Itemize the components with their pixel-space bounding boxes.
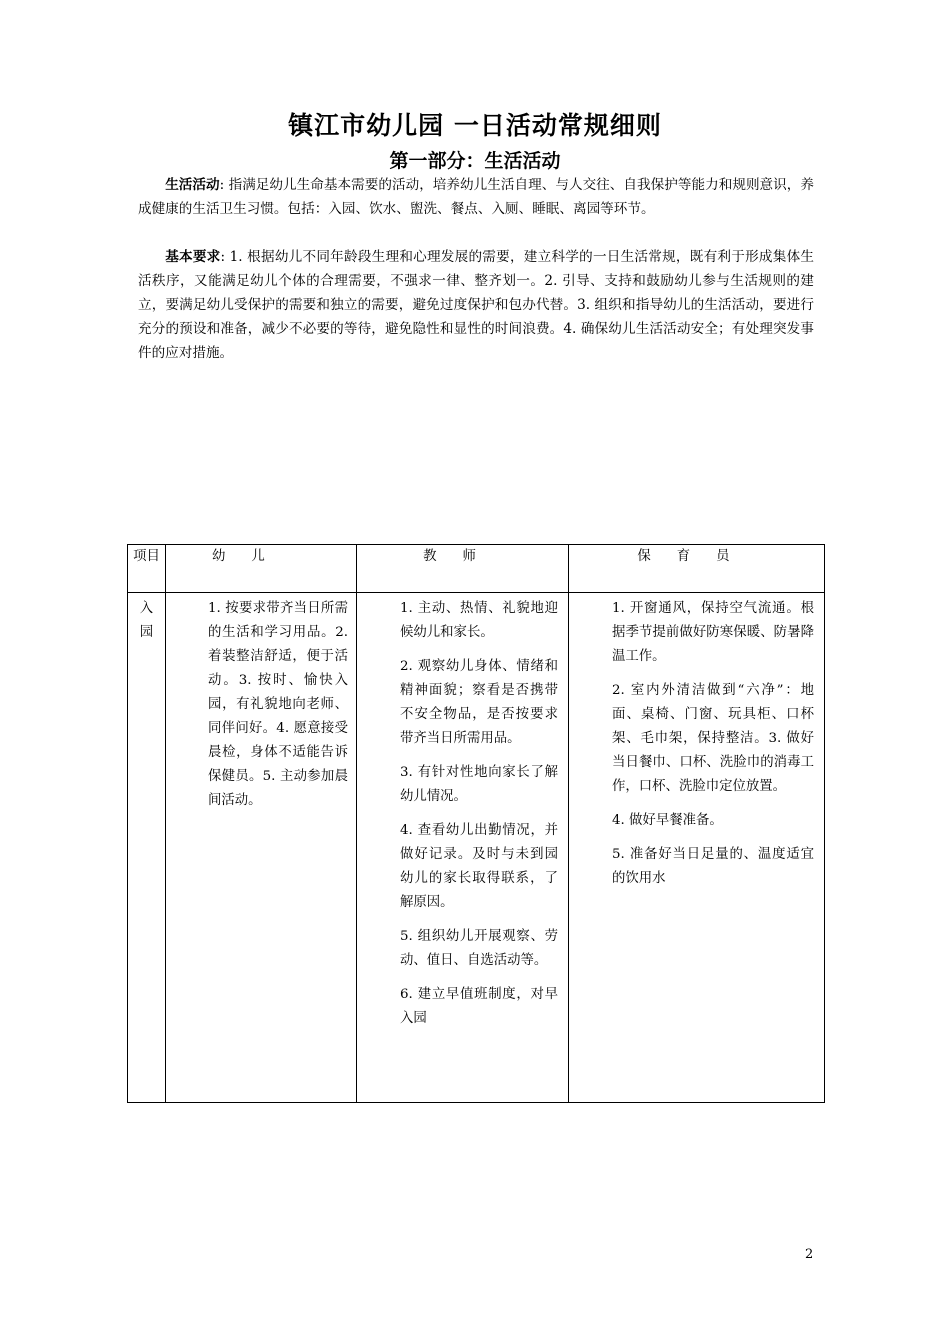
requirements-text: : 1. 根据幼儿不同年龄段生理和心理发展的需要，建立科学的一日生活常规，既有利于形成集体生活秩序，又能满足幼儿个体的合理需要，不强求一律、整齐划一。2. 引导、支持和鼓励幼儿参与生活规则的建立，要满足幼儿受保护的需要和独立的需要，避免过度保护和包办代替。3. 组织和指导幼儿的生活活动，要进行充分的预设和准备，减少不必要的等待，避免隐性和显性的时间浪费。4. 确保幼儿生活活动安全；有处理突发事件的应对措施。 [138,249,814,361]
table-row [128,593,825,1103]
child-cell [166,593,357,1103]
header-nurse: 保育员 [569,545,825,593]
teacher-item-6: 6. 建立早值班制度，对早入园 [400,987,558,1026]
teacher-item-2: 2. 观察幼儿身体、情绪和精神面貌；察看是否携带不安全物品，是否按要求带齐当日所需用品。 [400,659,558,746]
teacher-item-4: 4. 查看幼儿出勤情况，并做好记录。及时与未到园幼儿的家长取得联系，了解原因。 [400,823,558,910]
header-item: 项目 [128,545,166,593]
document-title: 镇江市幼儿园 一日活动常规细则 [288,111,662,140]
header-child: 幼儿 [166,545,357,593]
child-text: 1. 按要求带齐当日所需的生活和学习用品。2. 着装整洁舒适，便于活动。3. 按时、愉快入园，有礼貌地向老师、同伴问好。4. 愿意接受晨检，身体不适能告诉保健员。5. 主动参加晨间活动。 [208,601,348,808]
page-number: 2 [805,1247,814,1262]
nurse-item-1: 1. 开窗通风，保持空气流通。根据季节提前做好防寒保暖、防暑降温工作。 [612,601,814,664]
intro-paragraph [138,173,814,221]
header-teacher: 教师 [357,545,569,593]
intro-text: : 指满足幼儿生命基本需要的活动，培养幼儿生活自理、与人交往、自我保护等能力和规则意识，养成健康的生活卫生习惯。包括：入园、饮水、盥洗、餐点、入厕、睡眠、离园等环节。 [138,177,815,217]
teacher-cell [357,593,569,1103]
intro-lead: 生活活动 [165,177,220,193]
section-title: 第一部分：生活活动 [389,150,561,172]
teacher-item-3: 3. 有针对性地向家长了解幼儿情况。 [400,765,558,804]
teacher-item-5: 5. 组织幼儿开展观察、劳动、值日、自选活动等。 [400,929,558,968]
rules-table [127,544,825,1103]
nurse-item-2: 2. 室内外清洁做到“六净”：地面、桌椅、门窗、玩具柜、口杯架、毛巾架，保持整洁。3. 做好当日餐巾、口杯、洗脸巾的消毒工作，口杯、洗脸巾定位放置。 [612,683,814,794]
teacher-item-1: 1. 主动、热情、礼貌地迎候幼儿和家长。 [400,601,558,640]
nurse-item-4: 5. 准备好当日足量的、温度适宜的饮用水 [612,847,814,886]
row-item-cell [128,593,166,1103]
nurse-item-3: 4. 做好早餐准备。 [612,813,723,828]
requirements-paragraph [138,245,814,365]
nurse-cell [569,593,825,1103]
table-header-row [128,545,825,593]
requirements-lead: 基本要求 [165,249,221,265]
row-item-label: 入园 [139,601,154,640]
